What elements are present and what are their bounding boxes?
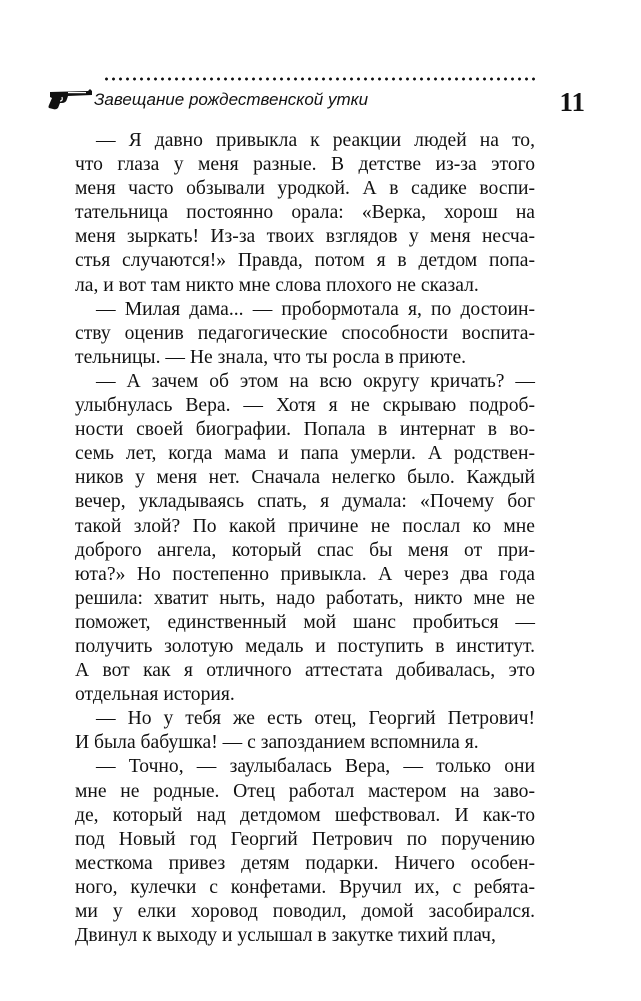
- text-line: — Точно, — заулыбалась Вера, — только они: [96, 756, 535, 778]
- text-line: стья случаются!» Правда, потом я в детдом попа-: [75, 250, 535, 272]
- page-number: 11: [559, 87, 585, 117]
- text-line: ности своей биографии. Попала в интернат в во-: [75, 419, 535, 441]
- text-line: доброго ангела, который спас бы меня от при-: [75, 539, 535, 561]
- text-line: поможет, единственный мой шанс пробиться —: [75, 611, 535, 633]
- running-title: Завещание рождественской утки: [94, 90, 369, 109]
- text-line: получить золотую медаль и поступить в институт.: [75, 635, 535, 657]
- text-line: — Милая дама... — пробормотала я, по достоин-: [96, 298, 535, 320]
- text-line: тельницы. — Не знала, что ты росла в приюте.: [75, 346, 467, 368]
- text-line: тательница постоянно орала: «Верка, хорош на: [75, 202, 535, 224]
- revolver-icon: [48, 86, 94, 110]
- text-line: решила: хватит ныть, надо работать, никто мне не: [75, 587, 535, 609]
- text-line: такой злой? По какой причине не послал ко мне: [75, 515, 535, 537]
- text-line: под Новый год Георгий Петрович по поручению: [75, 828, 535, 850]
- text-line: отдельная история.: [75, 684, 235, 706]
- text-line: меня часто обзывали уродкой. А в садике воспи-: [75, 178, 535, 200]
- text-line: Двинул к выходу и услышал в закутке тихий плач,: [75, 925, 496, 947]
- text-line: меня зыркать! Из-за твоих взглядов у меня несча-: [75, 226, 535, 248]
- text-line: — Я давно привыкла к реакции людей на то,: [96, 130, 535, 151]
- text-line: юта?» Но постепенно привыкла. А через два года: [75, 563, 535, 585]
- text-line: ству оценив педагогические способности воспита-: [75, 322, 535, 344]
- text-line: улыбнулась Вера. — Хотя я не скрываю подроб-: [75, 395, 535, 417]
- text-line: — Но у тебя же есть отец, Георгий Петрович!: [96, 708, 535, 730]
- text-line: вечер, укладываясь спать, я думала: «Почему бог: [75, 491, 535, 513]
- text-line: что глаза у меня разные. В детстве из-за этого: [75, 154, 535, 176]
- text-line: семь лет, когда мама и папа умерли. А родствен-: [75, 443, 535, 465]
- text-line: — А зачем об этом на всю округу кричать? —: [96, 370, 535, 392]
- body-text: [75, 129, 535, 948]
- text-line: мне не родные. Отец работал мастером на заво-: [75, 780, 535, 802]
- dotted-rule: [103, 76, 538, 82]
- text-line: месткома привез детям подарки. Ничего особен-: [75, 852, 535, 874]
- text-line: А вот как я отличного аттестата добивалась, это: [75, 660, 535, 682]
- text-line: И была бабушка! — с запозданием вспомнила я.: [75, 732, 479, 754]
- text-line: де, который над детдомом шефствовал. И как-то: [75, 804, 535, 826]
- text-line: ла, и вот там никто мне слова плохого не сказал.: [75, 274, 479, 296]
- text-line: ного, кулечки с конфетами. Вручил их, с ребята-: [75, 876, 535, 898]
- text-line: ников у меня нет. Сначала нелегко было. Каждый: [75, 467, 535, 489]
- text-line: ми у елки хоровод поводил, домой засобирался.: [75, 901, 535, 922]
- running-header: [48, 76, 588, 116]
